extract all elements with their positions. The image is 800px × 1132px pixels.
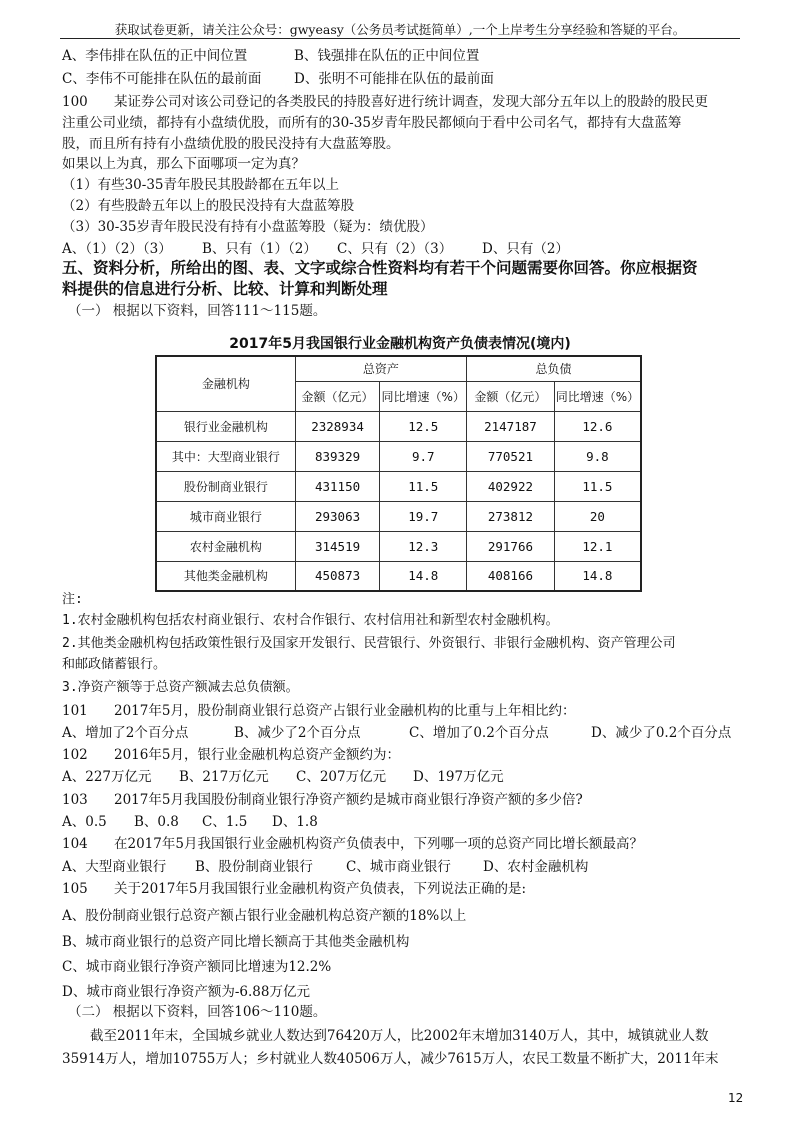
col-header-assets-growth: 同比增速（%）: [380, 381, 467, 411]
option-c: C、只有（2）（3）: [337, 241, 453, 257]
option-d: D、1.8: [272, 814, 318, 830]
cell-assets: 450873: [295, 561, 380, 591]
q102-options: [62, 768, 504, 786]
q100-number: 100: [62, 94, 88, 110]
q102-stem: [62, 746, 400, 764]
q103-options: [62, 813, 318, 831]
row-label: 股份制商业银行: [156, 471, 295, 501]
option-d: D、197万亿元: [413, 769, 504, 785]
cell-assets-growth: 12.5: [380, 411, 467, 441]
option-d: D、减少了0.2个百分点: [591, 725, 732, 741]
cell-assets: 2328934: [295, 411, 380, 441]
cell-assets-growth: 19.7: [380, 501, 467, 531]
q103-stem: [62, 791, 583, 809]
cell-liabilities-growth: 14.8: [554, 561, 641, 591]
part1-intro: （一） 根据以下资料，回答111～115题。: [68, 303, 327, 319]
table-row: [156, 561, 641, 591]
option-d: D、农村金融机构: [483, 859, 589, 875]
cell-liabilities: 2147187: [467, 411, 555, 441]
col-header-liab-amount: 金额（亿元）: [467, 381, 555, 411]
option-b: B、只有（1）（2）: [202, 241, 317, 257]
table-row: [156, 531, 641, 561]
cell-assets-growth: 14.8: [380, 561, 467, 591]
option-b: B、减少了2个百分点: [234, 725, 361, 741]
cell-assets: 839329: [295, 441, 380, 471]
note-1: 1.农村金融机构包括农村商业银行、农村合作银行、农村信用社和新型农村金融机构。: [62, 613, 559, 628]
option-a: A、大型商业银行: [62, 859, 167, 875]
section-heading-line1: 五、资料分析，所给出的图、表、文字或综合性资料均有若干个问题需要你回答。你应根据资: [62, 259, 698, 277]
cell-liabilities-growth: 20: [554, 501, 641, 531]
cell-liabilities: 291766: [467, 531, 555, 561]
q100-line3: 股，而且所有持有小盘绩优股的股民没持有大盘蓝筹股。: [62, 136, 400, 152]
cell-liabilities-growth: 12.1: [554, 531, 641, 561]
note-2-line1: 2.其他类金融机构包括政策性银行及国家开发银行、民营银行、外资银行、非银行金融机构、资产管理公司: [62, 636, 676, 651]
table-row: [156, 441, 641, 471]
table-row: [156, 411, 641, 441]
cell-liabilities-growth: 12.6: [554, 411, 641, 441]
q100-line4: 如果以上为真，那么下面哪项一定为真？: [62, 156, 305, 172]
cell-assets-growth: 9.7: [380, 441, 467, 471]
option-c: C、207万亿元: [296, 769, 387, 785]
option-a: A、增加了2个百分点: [62, 725, 189, 741]
q100-statement-1: （1）有些30-35青年股民其股龄都在五年以上: [62, 177, 340, 193]
paragraph-line2: 35914万人，增加10755万人；乡村就业人数40506万人，减少7615万人，农民工数量不断扩大，2011年末: [62, 1051, 719, 1067]
q101-options: [62, 724, 731, 742]
q103-number: 103: [62, 792, 88, 808]
cell-liabilities-growth: 9.8: [554, 441, 641, 471]
q104-options: [62, 858, 588, 876]
q103-text: 2017年5月我国股份制商业银行净资产额约是城市商业银行净资产额的多少倍?: [114, 792, 583, 808]
header-divider: [60, 38, 740, 39]
option-a: A、李伟排在队伍的正中间位置: [62, 48, 248, 64]
cell-liabilities: 402922: [467, 471, 555, 501]
q102-number: 102: [62, 747, 88, 763]
col-group-liabilities: 总负债: [467, 356, 641, 381]
col-group-assets: 总资产: [295, 356, 466, 381]
q105-option-b: B、城市商业银行的总资产同比增长额高于其他类金融机构: [62, 934, 410, 950]
table-row: [156, 471, 641, 501]
q105-stem: [62, 880, 526, 898]
option-b: B、股份制商业银行: [195, 859, 313, 875]
notes-heading: 注:: [62, 592, 83, 607]
row-label: 城市商业银行: [156, 501, 295, 531]
col-header-assets-amount: 金额（亿元）: [295, 381, 380, 411]
option-c: C、增加了0.2个百分点: [409, 725, 549, 741]
q101-text: 2017年5月，股份制商业银行总资产占银行业金融机构的比重与上年相比约：: [114, 703, 576, 719]
note-3: 3.净资产额等于总资产额减去总负债额。: [62, 680, 299, 695]
row-label: 其他类金融机构: [156, 561, 295, 591]
cell-assets: 431150: [295, 471, 380, 501]
cell-liabilities-growth: 11.5: [554, 471, 641, 501]
table-title: 2017年5月我国银行业金融机构资产负债表情况(境内): [229, 336, 571, 352]
q104-text: 在2017年5月我国银行业金融机构资产负债表中，下列哪一项的总资产同比增长额最高？: [114, 836, 643, 852]
q105-text: 关于2017年5月我国银行业金融机构资产负债表，下列说法正确的是:: [114, 881, 526, 897]
table-row: [156, 501, 641, 531]
cell-liabilities: 408166: [467, 561, 555, 591]
cell-assets-growth: 11.5: [380, 471, 467, 501]
option-c: C、1.5: [202, 814, 248, 830]
q105-option-a: A、股份制商业银行总资产额占银行业金融机构总资产额的18%以上: [62, 908, 467, 924]
row-label: 银行业金融机构: [156, 411, 295, 441]
q101-stem: [62, 702, 575, 720]
row-label: 农村金融机构: [156, 531, 295, 561]
paragraph-line1: 截至2011年末，全国城乡就业人数达到76420万人，比2002年末增加3140万人，其中，城镇就业人数: [90, 1028, 709, 1044]
option-d: D、只有（2）: [482, 241, 569, 257]
q100-statement-3: （3）30-35岁青年股民没有持有小盘蓝筹股（疑为：绩优股）: [62, 219, 434, 235]
page-header: 获取试卷更新，请关注公众号：gwyeasy（公务员考试挺简单）,一个上岸考生分享经验和答疑的平台。: [114, 22, 686, 37]
prev-question-options-row1: [62, 47, 479, 65]
option-a: A、0.5: [62, 814, 107, 830]
part2-intro: （二） 根据以下资料，回答106～110题。: [68, 1004, 327, 1020]
q105-option-c: C、城市商业银行净资产额同比增速为12.2%: [62, 959, 332, 975]
option-b: B、钱强排在队伍的正中间位置: [294, 48, 480, 64]
q100-options: [62, 240, 569, 258]
prev-question-options-row2: [62, 70, 494, 88]
q100-line2: 注重公司业绩，都持有小盘绩优股，而所有的30-35岁青年股民都倾向于看中公司名气，都持有大盘蓝筹: [62, 115, 682, 131]
option-a: A、（1）（2）（3）: [62, 241, 172, 257]
row-label: 其中：大型商业银行: [156, 441, 295, 471]
q100-statement-2: （2）有些股龄五年以上的股民没持有大盘蓝筹股: [62, 198, 355, 214]
col-header-liab-growth: 同比增速（%）: [554, 381, 641, 411]
option-b: B、217万亿元: [179, 769, 269, 785]
q104-number: 104: [62, 836, 88, 852]
option-c: C、城市商业银行: [346, 859, 451, 875]
balance-sheet-table: [155, 355, 642, 592]
q100-text1: 某证券公司对该公司登记的各类股民的持股喜好进行统计调查，发现大部分五年以上的股龄的股民更: [114, 94, 708, 110]
option-d: D、张明不可能排在队伍的最前面: [294, 71, 494, 87]
cell-assets-growth: 12.3: [380, 531, 467, 561]
q104-stem: [62, 835, 643, 853]
cell-assets: 314519: [295, 531, 380, 561]
cell-assets: 293063: [295, 501, 380, 531]
section-heading-line2: 料提供的信息进行分析、比较、计算和判断处理: [62, 280, 388, 298]
option-c: C、李伟不可能排在队伍的最前面: [62, 71, 262, 87]
option-a: A、227万亿元: [62, 769, 152, 785]
option-b: B、0.8: [134, 814, 179, 830]
q100-line1: [62, 93, 708, 111]
cell-liabilities: 770521: [467, 441, 555, 471]
q105-option-d: D、城市商业银行净资产额为-6.88万亿元: [62, 984, 310, 1000]
q101-number: 101: [62, 703, 88, 719]
col-header-institution: 金融机构: [156, 356, 295, 411]
q105-number: 105: [62, 881, 88, 897]
cell-liabilities: 273812: [467, 501, 555, 531]
q102-text: 2016年5月，银行业金融机构总资产金额约为：: [114, 747, 400, 763]
page-number: 12: [728, 1091, 744, 1105]
note-2-line2: 和邮政储蓄银行。: [62, 657, 167, 672]
